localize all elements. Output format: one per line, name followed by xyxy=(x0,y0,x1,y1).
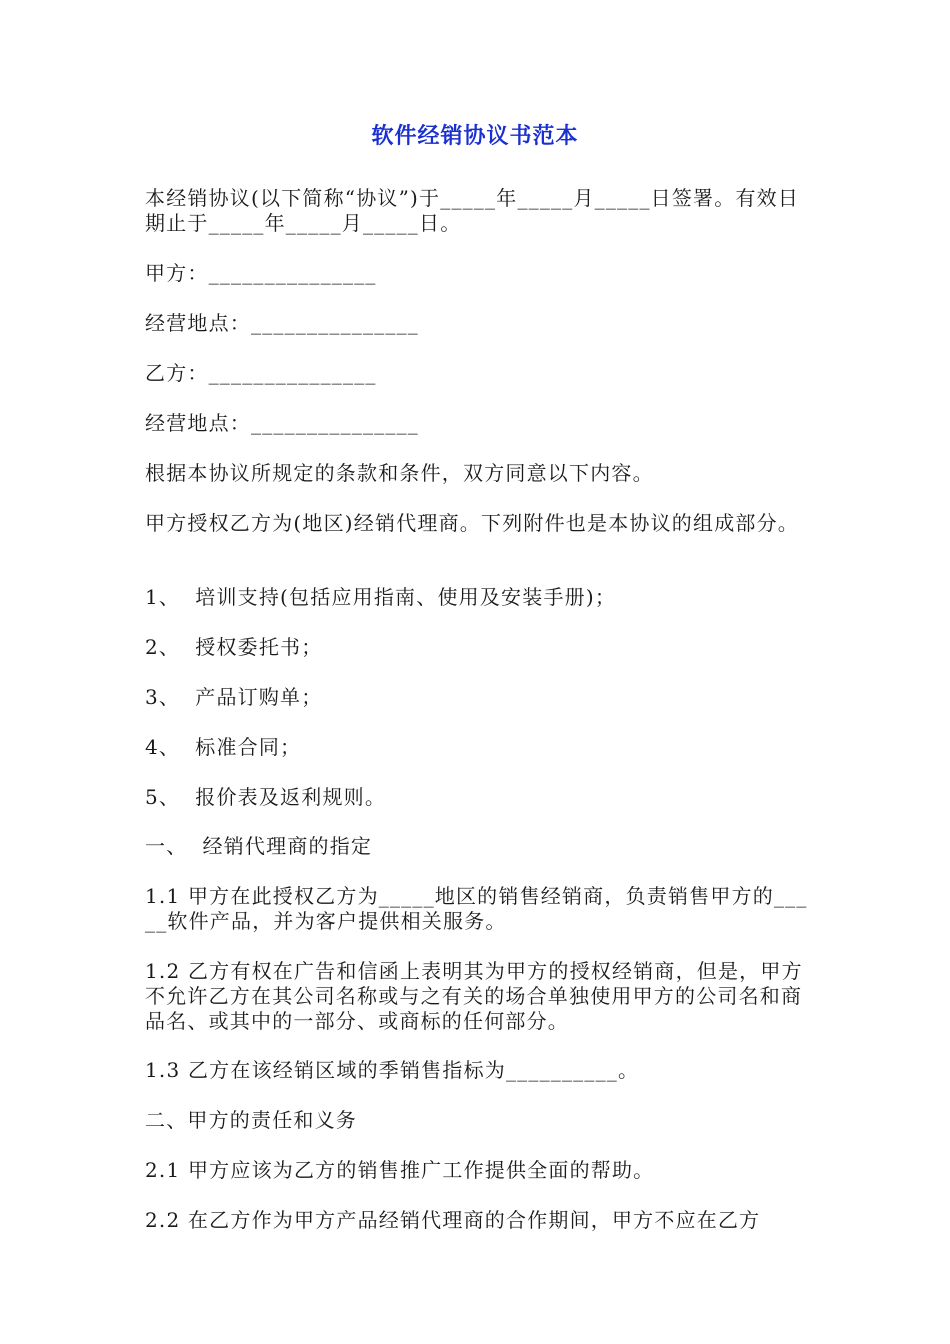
list-item-attachment-3: 3、 产品订购单； xyxy=(145,685,323,709)
paragraph-party-b: 乙方：_______________ xyxy=(145,361,377,385)
clause-1-3: 1.3 乙方在该经销区域的季销售指标为__________。 xyxy=(145,1058,640,1082)
paragraph-party-a: 甲方：_______________ xyxy=(145,261,377,285)
list-item-attachment-2: 2、 授权委托书； xyxy=(145,635,323,659)
paragraph-agreement-dates: 本经销协议(以下简称“协议”)于_____年_____月_____日签署。有效日期止于_____年_____月_____日。 xyxy=(145,186,800,235)
list-item-attachment-5: 5、 报价表及返利规则。 xyxy=(145,785,387,809)
clause-1-1: 1.1 甲方在此授权乙方为_____地区的销售经销商，负责销售甲方的_____软件产品，并为客户提供相关服务。 xyxy=(145,884,808,933)
section-heading-1: 一、 经销代理商的指定 xyxy=(145,834,373,858)
paragraph-agreement-basis: 根据本协议所规定的条款和条件，双方同意以下内容。 xyxy=(145,461,654,485)
clause-2-2: 2.2 在乙方作为甲方产品经销代理商的合作期间，甲方不应在乙方 xyxy=(145,1208,761,1232)
paragraph-party-a-address: 经营地点：_______________ xyxy=(145,311,419,335)
clause-1-2: 1.2 乙方有权在广告和信函上表明其为甲方的授权经销商，但是，甲方不允许乙方在其公司名称或与之有关的场合单独使用甲方的公司名和商品名、或其中的一部分、或商标的任何部分。 xyxy=(145,959,803,1033)
section-heading-2: 二、甲方的责任和义务 xyxy=(145,1108,357,1132)
paragraph-authorization: 甲方授权乙方为(地区)经销代理商。下列附件也是本协议的组成部分。 xyxy=(145,511,800,535)
document-title: 软件经销协议书范本 xyxy=(371,124,579,149)
list-item-attachment-1: 1、 培训支持(包括应用指南、使用及安装手册)； xyxy=(145,585,617,609)
list-item-attachment-4: 4、 标准合同； xyxy=(145,735,302,759)
paragraph-party-b-address: 经营地点：_______________ xyxy=(145,411,419,435)
clause-2-1: 2.1 甲方应该为乙方的销售推广工作提供全面的帮助。 xyxy=(145,1158,655,1182)
